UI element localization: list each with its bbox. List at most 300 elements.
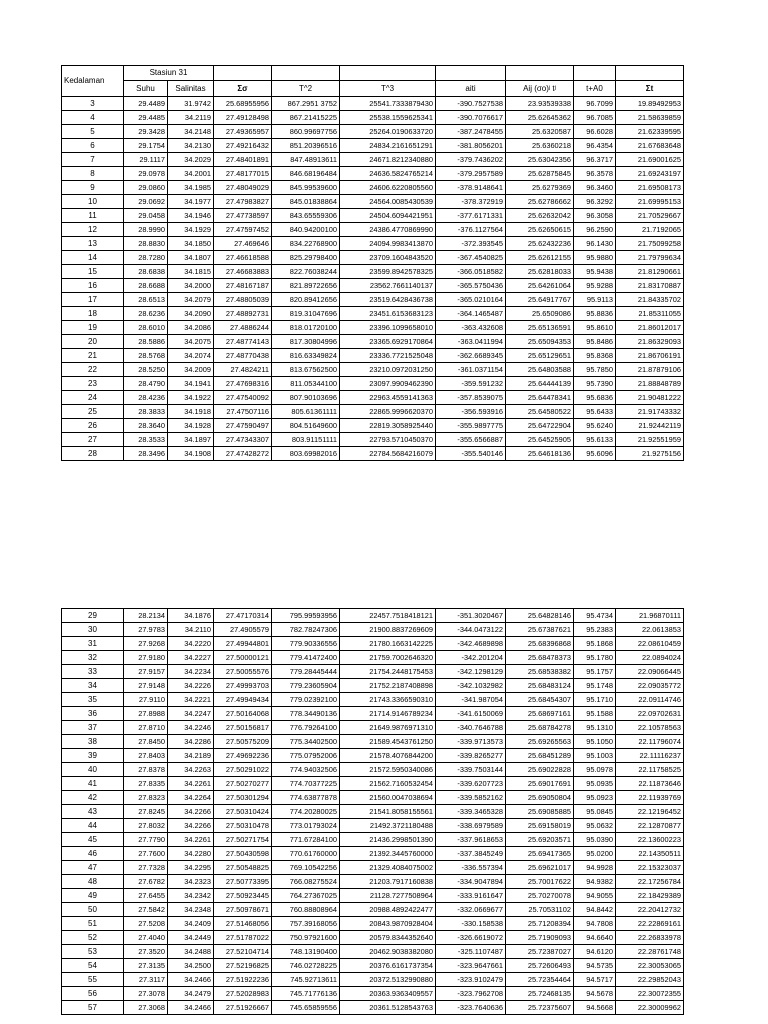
table-cell: -378.372919	[436, 195, 506, 209]
table-cell: 25.6360218	[506, 139, 574, 153]
table-cell: 745.92713611	[272, 973, 340, 987]
table-cell: 25.68451289	[506, 749, 574, 763]
table-cell: 34.2189	[168, 749, 214, 763]
table-cell: 27.49949434	[214, 693, 272, 707]
table-cell: 22.0613853	[616, 623, 684, 637]
table-cell: 27.52196825	[214, 959, 272, 973]
table-cell: -334.9047894	[436, 875, 506, 889]
table-cell: 24	[62, 391, 124, 405]
table-cell: 25.69265563	[506, 735, 574, 749]
table-cell: 34.2220	[168, 637, 214, 651]
table-cell: 25.65129651	[506, 349, 574, 363]
table-cell: 748.13190400	[272, 945, 340, 959]
table-cell: 22819.3058925440	[340, 419, 436, 433]
table-cell: 95.1748	[574, 679, 616, 693]
table-cell: 25.70270078	[506, 889, 574, 903]
header-blank	[506, 66, 574, 81]
header-sigma-t: Σt	[616, 81, 684, 97]
table-cell: 27.8032	[124, 819, 168, 833]
table-row	[62, 721, 684, 735]
table-cell: 96.3058	[574, 209, 616, 223]
table-cell: -339.5852162	[436, 791, 506, 805]
table-cell: 20843.9870928404	[340, 917, 436, 931]
table-cell: 34.2466	[168, 1001, 214, 1015]
table-cell: -339.6207723	[436, 777, 506, 791]
table-cell: 51	[62, 917, 124, 931]
table-cell: 27.5208	[124, 917, 168, 931]
table-cell: 27.47698316	[214, 377, 272, 391]
table-cell: 95.1050	[574, 735, 616, 749]
header-kedalaman: Kedalaman	[62, 66, 124, 97]
table-row	[62, 405, 684, 419]
table-cell: 22.11873646	[616, 777, 684, 791]
table-cell: 27.9783	[124, 623, 168, 637]
header-salinitas: Salinitas	[168, 81, 214, 97]
table-cell: 25.6320587	[506, 125, 574, 139]
table-cell: 27.50575209	[214, 735, 272, 749]
table-cell: 746.02728225	[272, 959, 340, 973]
table-cell: -357.8539075	[436, 391, 506, 405]
table-cell: 95.1003	[574, 749, 616, 763]
table-cell: 95.9880	[574, 251, 616, 265]
table-cell: 25.62632042	[506, 209, 574, 223]
table-cell: 27.50310478	[214, 819, 272, 833]
table-cell: 95.8368	[574, 349, 616, 363]
table-cell: 34.1908	[168, 447, 214, 461]
table-cell: 24094.9983413870	[340, 237, 436, 251]
table-cell: 860.99697756	[272, 125, 340, 139]
table-cell: 24564.0085430539	[340, 195, 436, 209]
table-cell: 25.65094353	[506, 335, 574, 349]
table-cell: 22793.5710450370	[340, 433, 436, 447]
table-cell: 21.58639859	[616, 111, 684, 125]
table-cell: 22.30053065	[616, 959, 684, 973]
table-cell: 95.2383	[574, 623, 616, 637]
table-cell: -342.1298129	[436, 665, 506, 679]
header-blank	[616, 66, 684, 81]
table-cell: 31	[62, 637, 124, 651]
header-blank	[214, 66, 272, 81]
table-cell: 94.6120	[574, 945, 616, 959]
table-cell: 23396.1099658010	[340, 321, 436, 335]
table-cell: 27.8403	[124, 749, 168, 763]
table-cell: 25.62432236	[506, 237, 574, 251]
table-cell: 29.0860	[124, 181, 168, 195]
table-cell: 764.27367025	[272, 889, 340, 903]
table-cell: 21.88848789	[616, 377, 684, 391]
table-cell: 817.30804996	[272, 335, 340, 349]
table-cell: 95.0935	[574, 777, 616, 791]
table-cell: 21.92551959	[616, 433, 684, 447]
table-cell: 22.10578563	[616, 721, 684, 735]
table-cell: 28.6236	[124, 307, 168, 321]
table-cell: 27.47738597	[214, 209, 272, 223]
table-cell: 20376.6161737354	[340, 959, 436, 973]
table-cell: 25.68784278	[506, 721, 574, 735]
table-cell: 27.49993703	[214, 679, 272, 693]
table-cell: 21.69995153	[616, 195, 684, 209]
table-cell: 34.2342	[168, 889, 214, 903]
table-cell: -365.5750436	[436, 279, 506, 293]
table-cell: 34.2479	[168, 987, 214, 1001]
table-cell: 95.4734	[574, 609, 616, 623]
table-cell: 28.6688	[124, 279, 168, 293]
table-row	[62, 153, 684, 167]
table-cell: 15	[62, 265, 124, 279]
table-cell: 25.69417365	[506, 847, 574, 861]
table-cell: 94.5735	[574, 959, 616, 973]
table-cell: 7	[62, 153, 124, 167]
table-row	[62, 917, 684, 931]
table-cell: 27.49128498	[214, 111, 272, 125]
table-row	[62, 139, 684, 153]
table-row	[62, 209, 684, 223]
table-cell: 34.1928	[168, 419, 214, 433]
table-row	[62, 433, 684, 447]
table-cell: -330.158538	[436, 917, 506, 931]
table-cell: 775.34402500	[272, 735, 340, 749]
table-cell: 27.4824211	[214, 363, 272, 377]
table-cell: -351.3020467	[436, 609, 506, 623]
table-cell: -372.393545	[436, 237, 506, 251]
table-row	[62, 307, 684, 321]
table-cell: 95.1757	[574, 665, 616, 679]
table-cell: 57	[62, 1001, 124, 1015]
table-cell: 22.30009962	[616, 1001, 684, 1015]
table-cell: 96.1430	[574, 237, 616, 251]
table-cell: -338.6979589	[436, 819, 506, 833]
table-cell: 27.48049029	[214, 181, 272, 195]
table-cell: 25.69017691	[506, 777, 574, 791]
table-cell: 29.1117	[124, 153, 168, 167]
table-cell: 22.30072355	[616, 987, 684, 1001]
table-cell: -342.4689898	[436, 637, 506, 651]
table-row	[62, 819, 684, 833]
table-cell: 28	[62, 447, 124, 461]
table-cell: 27.4886244	[214, 321, 272, 335]
table-row	[62, 987, 684, 1001]
table-cell: 34.2075	[168, 335, 214, 349]
table-cell: 16	[62, 279, 124, 293]
table-cell: 35	[62, 693, 124, 707]
table-cell: 21.62339595	[616, 125, 684, 139]
header-blank	[272, 66, 340, 81]
table-row	[62, 959, 684, 973]
header-blank	[574, 66, 616, 81]
table-cell: 28.3496	[124, 447, 168, 461]
table-cell: 27.46618588	[214, 251, 272, 265]
table-cell: 52	[62, 931, 124, 945]
table-row	[62, 651, 684, 665]
table-cell: 779.28445444	[272, 665, 340, 679]
table-cell: 27.48770438	[214, 349, 272, 363]
table-cell: 34.1946	[168, 209, 214, 223]
table-cell: 23210.0972031250	[340, 363, 436, 377]
table-row	[62, 321, 684, 335]
table-cell: 27.7790	[124, 833, 168, 847]
table-cell: 23562.7661140137	[340, 279, 436, 293]
table-cell: 96.3460	[574, 181, 616, 195]
table-cell: 95.7850	[574, 363, 616, 377]
table-cell: -359.591232	[436, 377, 506, 391]
table-cell: 31.9742	[168, 97, 214, 111]
table-cell: 34.2090	[168, 307, 214, 321]
table-cell: 21392.3445760000	[340, 847, 436, 861]
table-cell: -337.9618653	[436, 833, 506, 847]
table-cell: 95.6133	[574, 433, 616, 447]
table-cell: 34.2246	[168, 721, 214, 735]
table-cell: 20372.5132990880	[340, 973, 436, 987]
table-cell: 27.50978671	[214, 903, 272, 917]
table-cell: -339.7503144	[436, 763, 506, 777]
table-cell: 24834.2161651291	[340, 139, 436, 153]
table-cell: 34.1985	[168, 181, 214, 195]
table-cell: 94.5668	[574, 1001, 616, 1015]
table-cell: 21.75099258	[616, 237, 684, 251]
table-row	[62, 931, 684, 945]
table-cell: 24606.6220805560	[340, 181, 436, 195]
table-cell: 27.47983827	[214, 195, 272, 209]
table-cell: -341.6150069	[436, 707, 506, 721]
table-cell: 27.3078	[124, 987, 168, 1001]
table-cell: 25.72606493	[506, 959, 574, 973]
table-cell: -390.7527538	[436, 97, 506, 111]
table-cell: 851.20396516	[272, 139, 340, 153]
table-cell: 27.50310424	[214, 805, 272, 819]
table-cell: 25.67387621	[506, 623, 574, 637]
table-cell: 95.1588	[574, 707, 616, 721]
table-cell: -381.8056201	[436, 139, 506, 153]
table-cell: 27.51787022	[214, 931, 272, 945]
table-cell: 96.3717	[574, 153, 616, 167]
table-row	[62, 223, 684, 237]
table-row	[62, 181, 684, 195]
table-cell: 25.72354464	[506, 973, 574, 987]
table-row	[62, 889, 684, 903]
header-sigma-o: Σσ	[214, 81, 272, 97]
table-cell: 34.2261	[168, 777, 214, 791]
table-cell: 34.1807	[168, 251, 214, 265]
table-cell: 34.2466	[168, 973, 214, 987]
table-cell: 27.47507116	[214, 405, 272, 419]
table-cell: 774.70377225	[272, 777, 340, 791]
table-cell: 27.47343307	[214, 433, 272, 447]
table-cell: 27.7328	[124, 861, 168, 875]
table-cell: 34.2079	[168, 293, 214, 307]
table-cell: -323.9102479	[436, 973, 506, 987]
table-cell: 25.69022828	[506, 763, 574, 777]
table-cell: 27.49365957	[214, 125, 272, 139]
table-cell: 25	[62, 405, 124, 419]
table-row	[62, 805, 684, 819]
table-cell: 867.21415225	[272, 111, 340, 125]
table-cell: 25.64261064	[506, 279, 574, 293]
table-cell: 34.1977	[168, 195, 214, 209]
table-cell: 750.97921600	[272, 931, 340, 945]
table-cell: 29.4489	[124, 97, 168, 111]
header-t3: T^3	[340, 81, 436, 97]
table-cell: 27.8335	[124, 777, 168, 791]
table-cell: 22.14350511	[616, 847, 684, 861]
table-cell: 27.52104714	[214, 945, 272, 959]
table-cell: 819.31047696	[272, 307, 340, 321]
table-cell: 21562.7160532454	[340, 777, 436, 791]
header-row-2	[62, 81, 684, 97]
table-cell: 38	[62, 735, 124, 749]
table-cell: 774.20280025	[272, 805, 340, 819]
table-cell: 27.50548825	[214, 861, 272, 875]
table-cell: 25.68955956	[214, 97, 272, 111]
table-cell: 26	[62, 419, 124, 433]
table-cell: 34.2029	[168, 153, 214, 167]
table-cell: 29.0692	[124, 195, 168, 209]
table-cell: 23097.9909462390	[340, 377, 436, 391]
table-cell: 19.89492953	[616, 97, 684, 111]
table-cell: 94.8442	[574, 903, 616, 917]
table-cell: 25.62818033	[506, 265, 574, 279]
table-cell: 27.8323	[124, 791, 168, 805]
table-cell: 21436.2998501390	[340, 833, 436, 847]
table-cell: 37	[62, 721, 124, 735]
table-cell: 22.09066445	[616, 665, 684, 679]
table-cell: 34.2264	[168, 791, 214, 805]
table-cell: 34.2110	[168, 623, 214, 637]
table-cell: 773.01793024	[272, 819, 340, 833]
table-cell: 25.62612155	[506, 251, 574, 265]
table-cell: 782.78247306	[272, 623, 340, 637]
table-cell: 34	[62, 679, 124, 693]
table-cell: -326.6619072	[436, 931, 506, 945]
table-cell: 21.92442119	[616, 419, 684, 433]
table-cell: 96.7085	[574, 111, 616, 125]
table-cell: 766.08275524	[272, 875, 340, 889]
table-cell: 39	[62, 749, 124, 763]
table-cell: 27.8450	[124, 735, 168, 749]
table-cell: -342.201204	[436, 651, 506, 665]
table-cell: 27.4905579	[214, 623, 272, 637]
table-cell: 25.6509086	[506, 307, 574, 321]
table-cell: 46	[62, 847, 124, 861]
table-row	[62, 349, 684, 363]
table-cell: 22.12870877	[616, 819, 684, 833]
table-cell: 25.65136591	[506, 321, 574, 335]
table-cell: -379.2957589	[436, 167, 506, 181]
table-cell: 44	[62, 819, 124, 833]
table-cell: 94.5717	[574, 973, 616, 987]
table-row	[62, 447, 684, 461]
table-cell: 95.8610	[574, 321, 616, 335]
table-cell: 21541.8058155561	[340, 805, 436, 819]
table-cell: 27.8710	[124, 721, 168, 735]
table-cell: 28.4236	[124, 391, 168, 405]
table-cell: 34.2148	[168, 125, 214, 139]
table-cell: 27.3068	[124, 1001, 168, 1015]
table-cell: 22.20412732	[616, 903, 684, 917]
header-ta0: t+A0	[574, 81, 616, 97]
table-row	[62, 707, 684, 721]
table-cell: 21714.9146789234	[340, 707, 436, 721]
table-cell: 27.50055576	[214, 665, 272, 679]
table-cell: 770.61760000	[272, 847, 340, 861]
table-cell: 25.71909093	[506, 931, 574, 945]
table-cell: 22.11758525	[616, 763, 684, 777]
table-cell: 4	[62, 111, 124, 125]
table-cell: 27.50291022	[214, 763, 272, 777]
table-cell: 30	[62, 623, 124, 637]
table-cell: 34.2226	[168, 679, 214, 693]
table-cell: 27.47540092	[214, 391, 272, 405]
table-cell: 25.72375607	[506, 1001, 574, 1015]
table-cell: 27.3135	[124, 959, 168, 973]
table-cell: 96.3292	[574, 195, 616, 209]
table-cell: 745.71776136	[272, 987, 340, 1001]
data-table-bottom	[61, 608, 684, 1015]
table-row	[62, 293, 684, 307]
table-cell: 34.2323	[168, 875, 214, 889]
table-cell: 32	[62, 651, 124, 665]
table-cell: 94.9382	[574, 875, 616, 889]
table-row	[62, 125, 684, 139]
table-cell: 24504.6094421951	[340, 209, 436, 223]
table-cell: 29	[62, 609, 124, 623]
table-cell: 27.46683883	[214, 265, 272, 279]
table-cell: 22963.4559141363	[340, 391, 436, 405]
header-aiti: aiti	[436, 81, 506, 97]
table-row	[62, 251, 684, 265]
table-row	[62, 735, 684, 749]
table-cell: 21.70529667	[616, 209, 684, 223]
table-cell: 27.47428272	[214, 447, 272, 461]
table-cell: 27.48177015	[214, 167, 272, 181]
table-cell: 34.2261	[168, 833, 214, 847]
table-cell: 27.47170314	[214, 609, 272, 623]
table-cell: 779.23605904	[272, 679, 340, 693]
table-cell: 24671.8212340880	[340, 153, 436, 167]
table-cell: 49	[62, 889, 124, 903]
table-row	[62, 167, 684, 181]
table-cell: -356.593916	[436, 405, 506, 419]
table-row	[62, 237, 684, 251]
table-cell: 21.69508173	[616, 181, 684, 195]
table-cell: 23519.6428436738	[340, 293, 436, 307]
table-cell: -364.1465487	[436, 307, 506, 321]
table-cell: 29.3428	[124, 125, 168, 139]
table-cell: 20361.5128543763	[340, 1001, 436, 1015]
table-cell: 28.7280	[124, 251, 168, 265]
table-cell: 21578.4076844200	[340, 749, 436, 763]
table-cell: 8	[62, 167, 124, 181]
table-cell: 22.28761748	[616, 945, 684, 959]
table-cell: 21203.7917160838	[340, 875, 436, 889]
table-cell: 21.91743332	[616, 405, 684, 419]
table-cell: 22.15323037	[616, 861, 684, 875]
table-cell: 27.50000121	[214, 651, 272, 665]
table-cell: 27.51922236	[214, 973, 272, 987]
table-cell: 821.89722656	[272, 279, 340, 293]
table-cell: 27.47590497	[214, 419, 272, 433]
table-cell: 53	[62, 945, 124, 959]
table-cell: 42	[62, 791, 124, 805]
table-cell: 820.89412656	[272, 293, 340, 307]
table-cell: 27.48401891	[214, 153, 272, 167]
table-cell: 27.47597452	[214, 223, 272, 237]
table-cell: 95.8486	[574, 335, 616, 349]
table-cell: 54	[62, 959, 124, 973]
table-cell: 40	[62, 763, 124, 777]
table-cell: 6	[62, 139, 124, 153]
table-cell: 27.50164068	[214, 707, 272, 721]
table-cell: 96.2590	[574, 223, 616, 237]
